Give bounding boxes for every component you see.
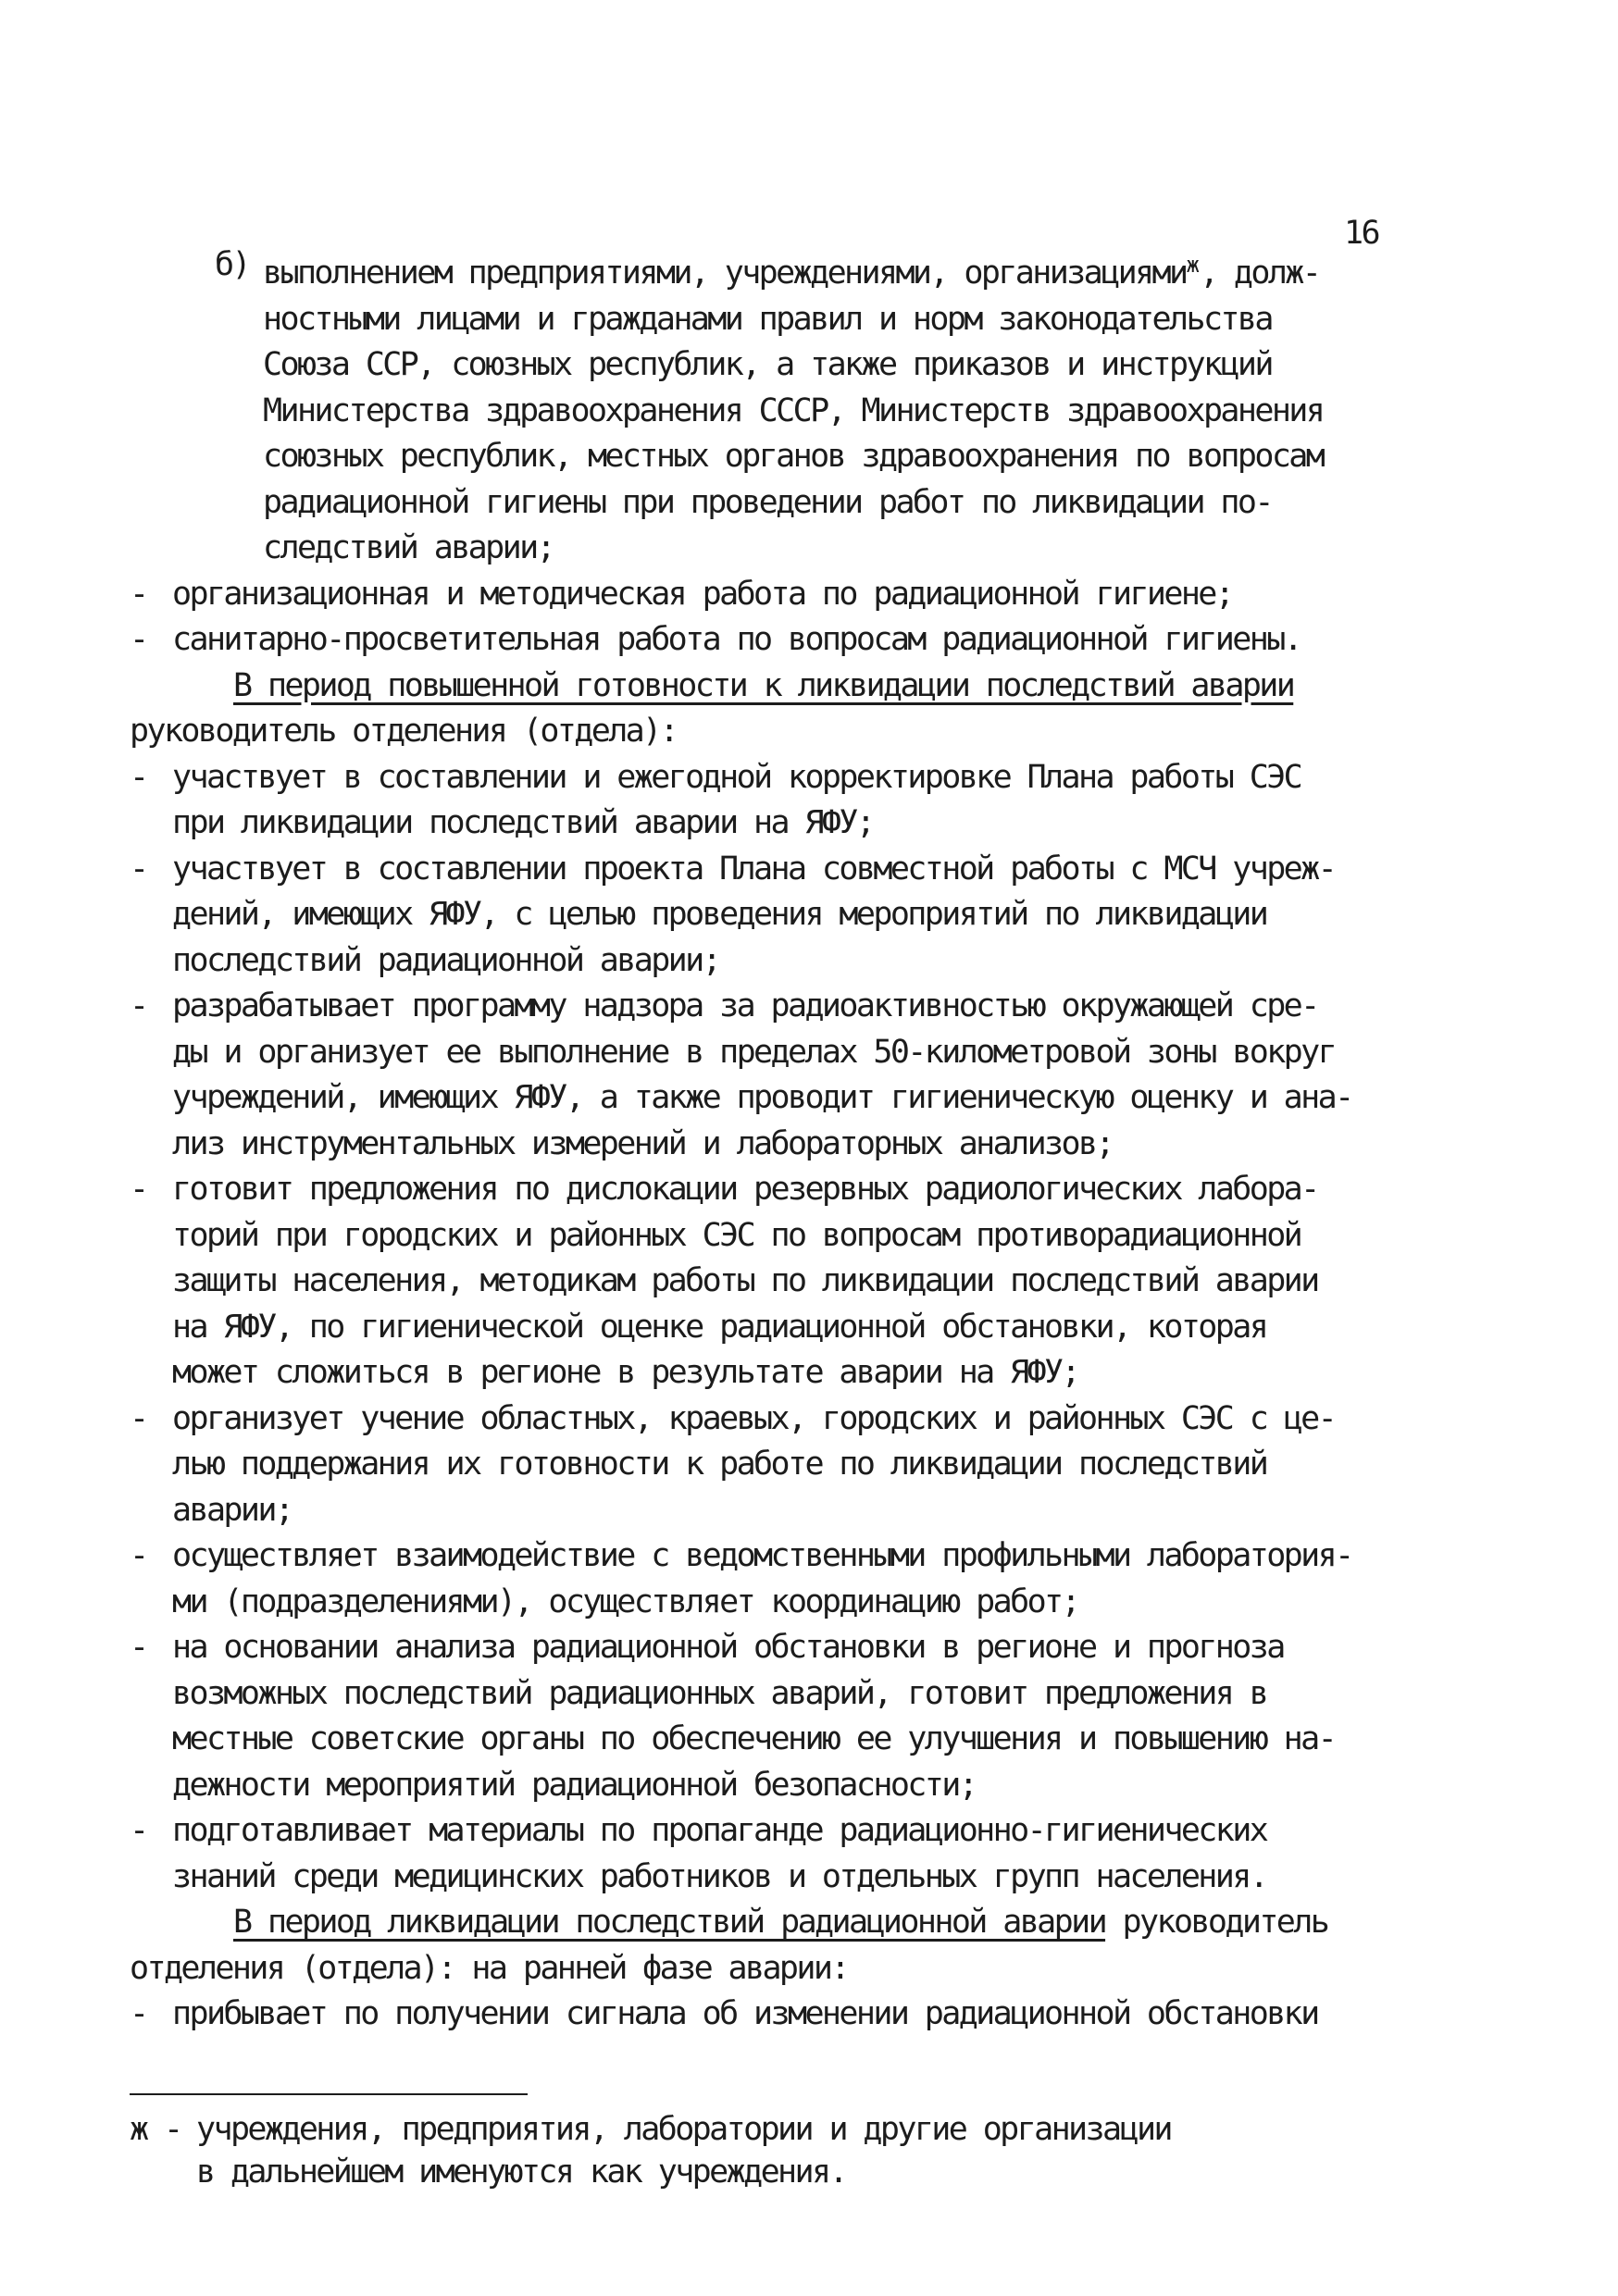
- section-lead: отделения (отдела): на ранней фазе аварии:: [130, 1949, 848, 1987]
- text-line: ностными лицами и гражданами правил и норм законодательства: [263, 300, 1272, 338]
- section-heading-readiness: В период повышенной готовности к ликвидации последствий аварии: [233, 666, 1294, 704]
- dash-marker: -: [130, 1399, 147, 1437]
- dash-marker: -: [130, 1537, 147, 1574]
- text-line: лиз инструментальных измерений и лабораторных анализов;: [172, 1124, 1113, 1162]
- text-line: организует учение областных, краевых, городских и районных СЭС с це-: [172, 1399, 1336, 1437]
- text-line: участвует в составлении проекта Плана совместной работы с МСЧ учреж-: [172, 850, 1336, 887]
- text-line: участвует в составлении и ежегодной корректировке Плана работы СЭС: [172, 758, 1301, 796]
- footnote-line: учреждения, предприятия, лаборатории и другие организации: [196, 2111, 1171, 2148]
- dash-marker: -: [130, 1171, 147, 1208]
- text-line: санитарно-просветительная работа по вопросам радиационной гигиены.: [172, 621, 1301, 658]
- text-line: готовит предложения по дислокации резервных радиологических лабора-: [172, 1171, 1318, 1208]
- list-item-text: [263, 242, 1509, 572]
- text-line: ми (подразделениями), осуществляет координацию работ;: [172, 1582, 1079, 1620]
- text-line: на ЯФУ, по гигиенической оценке радиационной обстановки, которая: [172, 1308, 1267, 1346]
- dash-item: [130, 1167, 1509, 1396]
- text-line: аварии;: [172, 1491, 292, 1529]
- dash-item: [130, 572, 1509, 618]
- dash-item: [130, 847, 1509, 985]
- text-line: последствий радиационной аварии;: [172, 941, 720, 979]
- text-line: разрабатывает программу надзора за радиоактивностью окружающей сре-: [172, 987, 1318, 1024]
- text-line: дений, имеющих ЯФУ, с целью проведения мероприятий по ликвидации: [172, 896, 1267, 933]
- dash-marker: -: [130, 575, 147, 613]
- text-line: осуществляет взаимодействие с ведомственными профильными лаборатория-: [172, 1537, 1352, 1574]
- section-heading-liquidation: В период ликвидации последствий радиационной аварии руководитель: [233, 1904, 1328, 1941]
- footnote-divider: [130, 2093, 528, 2095]
- text-line: следствий аварии;: [263, 529, 554, 566]
- footnote: [130, 2108, 1333, 2193]
- list-marker: б): [215, 246, 249, 283]
- text-line: защиты населения, методикам работы по ликвидации последствий аварии: [172, 1262, 1318, 1299]
- text-line: выполнением предприятиями, учреждениями, организациями: [263, 254, 1187, 292]
- dash-item: [130, 617, 1509, 664]
- list-item-b: [130, 242, 1509, 572]
- text-line: местные советские органы по обеспечению ее улучшения и повышению на-: [172, 1720, 1336, 1757]
- dash-marker: -: [130, 621, 147, 658]
- dash-marker: -: [130, 758, 147, 796]
- text-line: подготавливает материалы по пропаганде радиационно-гигиенических: [172, 1812, 1267, 1849]
- footnote-mark: ж -: [130, 2111, 181, 2148]
- text-line-end: , долж-: [1199, 254, 1320, 292]
- text-line: организационная и методическая работа по радиационной гигиене;: [172, 575, 1233, 613]
- text-line: торий при городских и районных СЭС по вопросам противорадиационной: [172, 1216, 1301, 1254]
- text-line: при ликвидации последствий аварии на ЯФУ;: [172, 804, 874, 841]
- dash-marker: -: [130, 850, 147, 887]
- text-line: может сложиться в регионе в результате аварии на ЯФУ;: [172, 1354, 1079, 1391]
- section-lead: руководитель отделения (отдела):: [130, 713, 678, 750]
- text-line: знаний среди медицинских работников и отдельных групп населения.: [172, 1857, 1267, 1895]
- text-line: дежности мероприятий радиационной безопасности;: [172, 1766, 977, 1804]
- text-line: союзных республик, местных органов здравоохранения по вопросам: [263, 438, 1324, 475]
- page-number: 16: [1344, 215, 1378, 252]
- dash-item: [130, 1992, 1509, 2038]
- dash-marker: -: [130, 1995, 147, 2032]
- text-line: радиационной гигиены при проведении работ по ликвидации по-: [263, 483, 1272, 521]
- dash-item: [130, 1625, 1509, 1808]
- dash-item: [130, 1808, 1509, 1900]
- footnote-line: в дальнейшем именуются как учреждения.: [196, 2153, 846, 2191]
- text-line: Союза ССР, союзных республик, а также приказов и инструкций: [263, 346, 1272, 383]
- dash-item: [130, 984, 1509, 1167]
- text-line: Министерства здравоохранения СССР, Министерств здравоохранения: [263, 391, 1324, 429]
- dash-item: [130, 1533, 1509, 1625]
- text-line: возможных последствий радиационных аварий, готовит предложения в: [172, 1674, 1267, 1712]
- dash-marker: -: [130, 987, 147, 1024]
- text-line: ды и организует ее выполнение в пределах 50-километровой зоны вокруг: [172, 1033, 1336, 1071]
- page-body: [130, 242, 1509, 2038]
- footnote-reference: ж: [1186, 252, 1200, 278]
- dash-marker: -: [130, 1812, 147, 1849]
- dash-item: [130, 755, 1509, 847]
- dash-item: [130, 1396, 1509, 1534]
- dash-marker: -: [130, 1629, 147, 1666]
- text-line: на основании анализа радиационной обстановки в регионе и прогноза: [172, 1629, 1284, 1666]
- text-line: лью поддержания их готовности к работе по ликвидации последствий: [172, 1446, 1267, 1483]
- text-line: учреждений, имеющих ЯФУ, а также проводит гигиеническую оценку и ана-: [172, 1079, 1352, 1116]
- text-line: прибывает по получении сигнала об изменении радиационной обстановки: [172, 1995, 1318, 2032]
